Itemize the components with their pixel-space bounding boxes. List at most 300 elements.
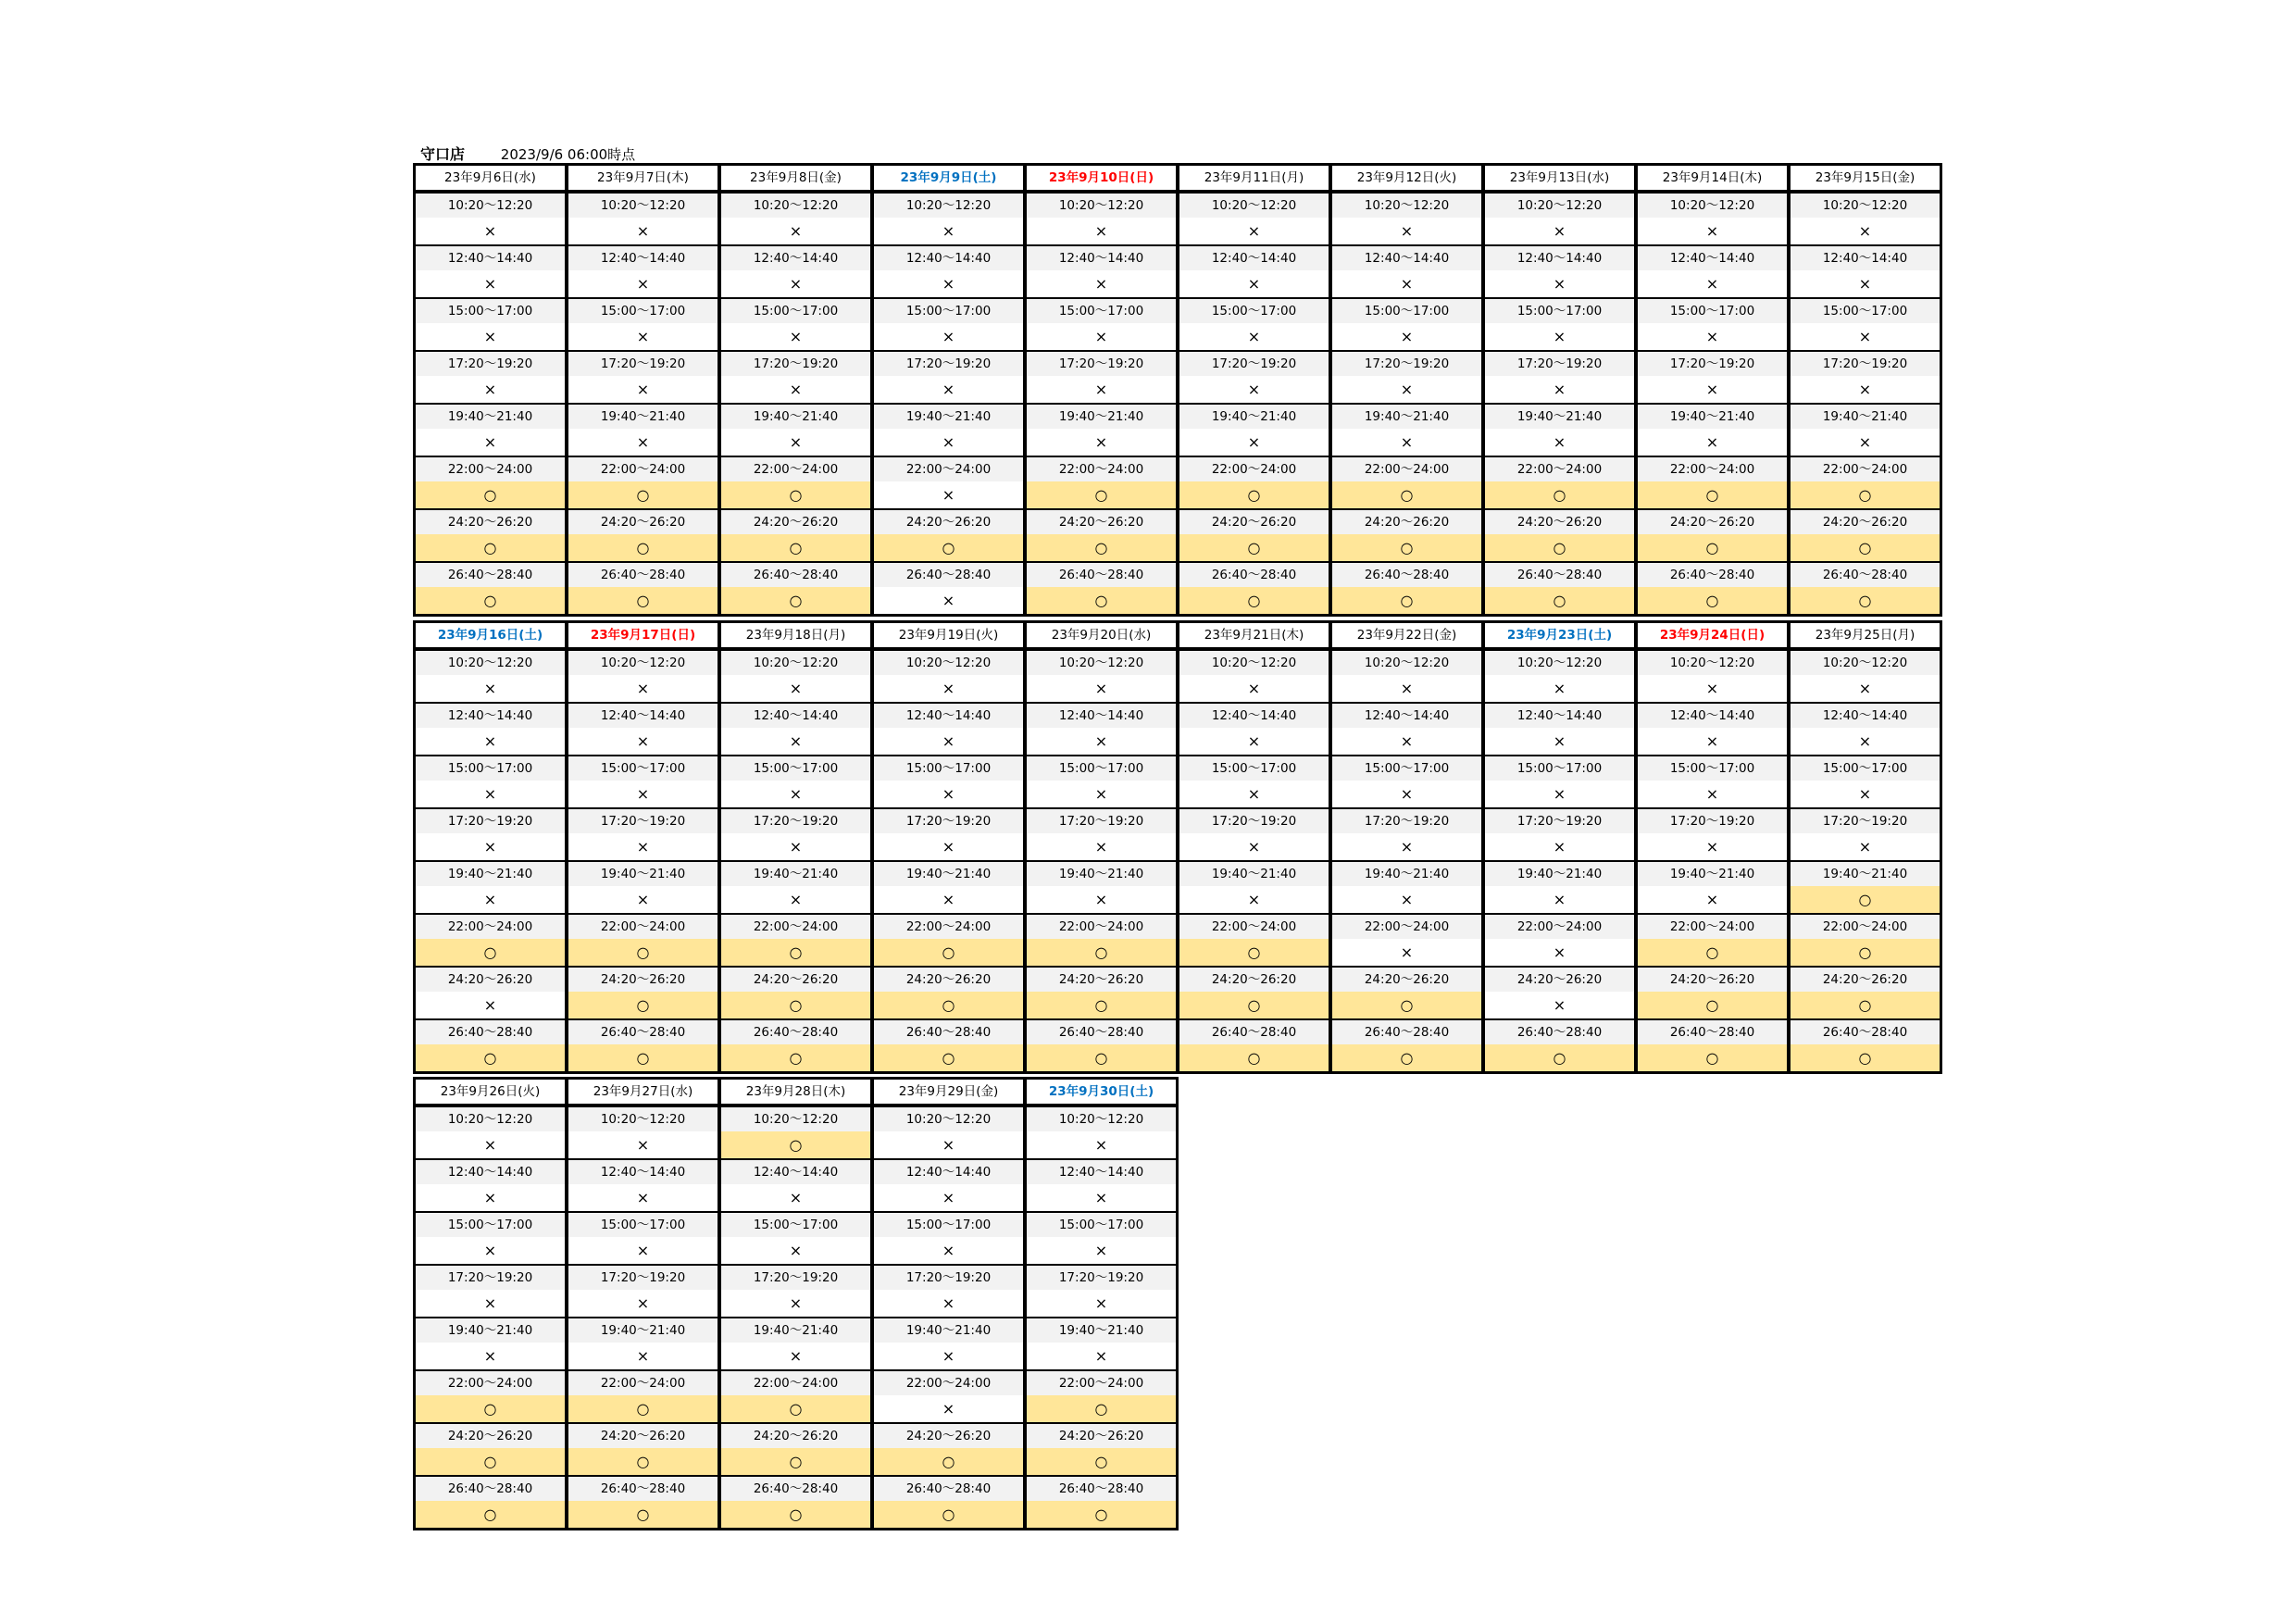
time-slot [1485, 192, 1634, 244]
availability-open: ○ [1027, 481, 1176, 508]
time-slot [1485, 244, 1634, 297]
time-slot [721, 1369, 870, 1422]
time-slot [721, 807, 870, 860]
time-slot [1638, 561, 1787, 614]
time-slot [1027, 1475, 1176, 1528]
time-slot [568, 1158, 718, 1211]
time-slot [416, 755, 565, 807]
availability-full: × [1705, 731, 1719, 750]
availability-open: ○ [1179, 587, 1329, 614]
time-slot [1638, 403, 1787, 456]
slot-time: 19:40～21:40 [721, 1318, 870, 1343]
availability-full: × [1094, 784, 1108, 803]
time-slot [1638, 807, 1787, 860]
time-slot [1332, 702, 1481, 755]
time-slot [721, 1317, 870, 1369]
availability-full: × [1094, 1241, 1108, 1259]
availability-open: ○ [568, 587, 718, 614]
time-slot [416, 1106, 565, 1158]
time-slot [1332, 350, 1481, 403]
time-slot [568, 403, 718, 456]
slot-time: 24:20～26:20 [1485, 510, 1634, 534]
slot-time: 17:20～19:20 [874, 352, 1023, 376]
slot-time: 24:20～26:20 [1791, 510, 1940, 534]
slot-time: 12:40～14:40 [1638, 246, 1787, 270]
availability-full: × [1858, 731, 1872, 750]
availability-full: × [1858, 380, 1872, 398]
availability-full: × [1553, 221, 1566, 240]
time-slot [874, 297, 1023, 350]
slot-time: 22:00～24:00 [1332, 915, 1481, 939]
time-slot [721, 966, 870, 1018]
availability-full: × [789, 890, 803, 908]
availability-open: ○ [568, 1448, 718, 1475]
availability-full: × [942, 731, 955, 750]
availability-open: ○ [1485, 1044, 1634, 1071]
time-slot [416, 244, 565, 297]
availability-open: ○ [874, 1448, 1023, 1475]
day-column [1332, 166, 1481, 614]
slot-time: 15:00～17:00 [416, 1213, 565, 1237]
time-slot [1179, 860, 1329, 913]
availability-open: ○ [1791, 481, 1940, 508]
slot-time: 24:20～26:20 [874, 1424, 1023, 1448]
availability-open: ○ [1485, 587, 1634, 614]
time-slot [1332, 755, 1481, 807]
availability-full: × [636, 731, 650, 750]
slot-time: 24:20～26:20 [416, 968, 565, 992]
slot-time: 15:00～17:00 [1027, 1213, 1176, 1237]
availability-full: × [1858, 274, 1872, 293]
availability-full: × [483, 221, 497, 240]
time-slot [1332, 192, 1481, 244]
slot-time: 24:20～26:20 [1332, 968, 1481, 992]
time-slot [1791, 966, 1940, 1018]
availability-full: × [942, 784, 955, 803]
time-slot [1332, 860, 1481, 913]
day-column [568, 166, 718, 614]
slot-time: 10:20～12:20 [1638, 651, 1787, 675]
availability-open: ○ [1791, 534, 1940, 561]
day-column [1485, 166, 1634, 614]
slot-time: 17:20～19:20 [1179, 352, 1329, 376]
time-slot [874, 1317, 1023, 1369]
time-slot [1179, 966, 1329, 1018]
time-slot [1485, 807, 1634, 860]
availability-full: × [636, 1293, 650, 1312]
availability-full: × [1705, 784, 1719, 803]
availability-full: × [636, 679, 650, 697]
availability-full: × [636, 1188, 650, 1206]
time-slot [721, 1475, 870, 1528]
availability-open: ○ [568, 939, 718, 966]
time-slot [1638, 244, 1787, 297]
day-header: 23年9月22日(金) [1332, 623, 1481, 649]
availability-full: × [1247, 221, 1261, 240]
time-slot [1027, 1158, 1176, 1211]
availability-open: ○ [721, 1044, 870, 1071]
day-column [721, 1080, 870, 1528]
availability-open: ○ [721, 534, 870, 561]
day-column [1791, 623, 1940, 1071]
time-slot [568, 1211, 718, 1264]
day-header: 23年9月13日(水) [1485, 166, 1634, 192]
availability-full: × [1553, 274, 1566, 293]
availability-open: ○ [1179, 1044, 1329, 1071]
slot-time: 10:20～12:20 [721, 194, 870, 218]
day-column [568, 1080, 718, 1528]
slot-time: 24:20～26:20 [1791, 968, 1940, 992]
availability-full: × [1858, 221, 1872, 240]
slot-time: 26:40～28:40 [874, 1020, 1023, 1044]
time-slot [1179, 508, 1329, 561]
slot-time: 19:40～21:40 [1485, 862, 1634, 886]
time-slot [568, 297, 718, 350]
availability-open: ○ [1027, 1448, 1176, 1475]
time-slot [568, 649, 718, 702]
slot-time: 12:40～14:40 [874, 1160, 1023, 1184]
day-header: 23年9月27日(水) [568, 1080, 718, 1106]
availability-full: × [789, 784, 803, 803]
availability-open: ○ [721, 1395, 870, 1422]
time-slot [568, 702, 718, 755]
availability-full: × [1400, 221, 1414, 240]
availability-full: × [942, 1188, 955, 1206]
time-slot [1027, 913, 1176, 966]
slot-time: 26:40～28:40 [568, 1020, 718, 1044]
availability-open: ○ [1027, 939, 1176, 966]
time-slot [721, 350, 870, 403]
day-header: 23年9月15日(金) [1791, 166, 1940, 192]
time-slot [1638, 297, 1787, 350]
time-slot [1638, 966, 1787, 1018]
slot-time: 17:20～19:20 [1027, 809, 1176, 833]
day-column [1027, 166, 1176, 614]
time-slot [1791, 561, 1940, 614]
availability-full: × [789, 432, 803, 451]
slot-time: 15:00～17:00 [721, 1213, 870, 1237]
availability-open: ○ [1027, 587, 1176, 614]
time-slot [1791, 702, 1940, 755]
availability-full: × [942, 327, 955, 345]
time-slot [1027, 561, 1176, 614]
slot-time: 15:00～17:00 [416, 299, 565, 323]
slot-time: 10:20～12:20 [1179, 651, 1329, 675]
time-slot [416, 1158, 565, 1211]
slot-time: 10:20～12:20 [416, 651, 565, 675]
day-column [1638, 166, 1787, 614]
availability-full: × [483, 1346, 497, 1365]
time-slot [1179, 297, 1329, 350]
slot-time: 17:20～19:20 [721, 1266, 870, 1290]
availability-open: ○ [568, 1395, 718, 1422]
availability-full: × [636, 1346, 650, 1365]
slot-time: 24:20～26:20 [568, 968, 718, 992]
availability-full: × [1400, 380, 1414, 398]
availability-full: × [942, 890, 955, 908]
time-slot [1485, 508, 1634, 561]
day-header: 23年9月17日(日) [568, 623, 718, 649]
slot-time: 22:00～24:00 [1791, 457, 1940, 481]
slot-time: 15:00～17:00 [1027, 299, 1176, 323]
time-slot [568, 456, 718, 508]
slot-time: 19:40～21:40 [1638, 405, 1787, 429]
availability-full: × [1094, 890, 1108, 908]
time-slot [1332, 508, 1481, 561]
availability-open: ○ [1638, 992, 1787, 1018]
time-slot [1332, 244, 1481, 297]
availability-full: × [1553, 679, 1566, 697]
time-slot [721, 1018, 870, 1071]
slot-time: 10:20～12:20 [874, 194, 1023, 218]
availability-full: × [1553, 731, 1566, 750]
slot-time: 19:40～21:40 [1027, 862, 1176, 886]
slot-time: 17:20～19:20 [874, 1266, 1023, 1290]
slot-time: 26:40～28:40 [1332, 563, 1481, 587]
availability-full: × [942, 485, 955, 504]
slot-time: 15:00～17:00 [1332, 756, 1481, 781]
slot-time: 26:40～28:40 [721, 563, 870, 587]
calendar-block-1 [413, 163, 1942, 617]
availability-full: × [942, 1346, 955, 1365]
availability-full: × [1094, 1293, 1108, 1312]
availability-full: × [636, 432, 650, 451]
slot-time: 10:20～12:20 [568, 194, 718, 218]
slot-time: 19:40～21:40 [1027, 405, 1176, 429]
slot-time: 24:20～26:20 [874, 510, 1023, 534]
availability-full: × [1400, 432, 1414, 451]
time-slot [1638, 1018, 1787, 1071]
availability-full: × [942, 1241, 955, 1259]
availability-full: × [1247, 890, 1261, 908]
time-slot [874, 649, 1023, 702]
time-slot [721, 456, 870, 508]
time-slot [568, 1475, 718, 1528]
availability-full: × [483, 380, 497, 398]
time-slot [1638, 350, 1787, 403]
time-slot [721, 860, 870, 913]
time-slot [874, 807, 1023, 860]
slot-time: 10:20～12:20 [416, 1107, 565, 1131]
slot-time: 24:20～26:20 [1638, 968, 1787, 992]
availability-open: ○ [568, 534, 718, 561]
slot-time: 19:40～21:40 [1179, 405, 1329, 429]
day-column [721, 166, 870, 614]
time-slot [416, 1264, 565, 1317]
slot-time: 22:00～24:00 [1179, 915, 1329, 939]
time-slot [1332, 1018, 1481, 1071]
slot-time: 24:20～26:20 [1332, 510, 1481, 534]
slot-time: 15:00～17:00 [874, 756, 1023, 781]
availability-full: × [1247, 380, 1261, 398]
time-slot [1485, 860, 1634, 913]
time-slot [721, 649, 870, 702]
time-slot [568, 913, 718, 966]
slot-time: 17:20～19:20 [1027, 1266, 1176, 1290]
time-slot [721, 1211, 870, 1264]
day-header: 23年9月16日(土) [416, 623, 565, 649]
slot-time: 19:40～21:40 [721, 862, 870, 886]
availability-full: × [1094, 221, 1108, 240]
availability-open: ○ [1485, 534, 1634, 561]
availability-full: × [942, 380, 955, 398]
slot-time: 19:40～21:40 [416, 1318, 565, 1343]
slot-time: 22:00～24:00 [874, 1371, 1023, 1395]
availability-full: × [1400, 837, 1414, 856]
availability-full: × [1094, 1188, 1108, 1206]
slot-time: 24:20～26:20 [721, 510, 870, 534]
time-slot [874, 1264, 1023, 1317]
slot-time: 12:40～14:40 [568, 704, 718, 728]
day-header: 23年9月8日(金) [721, 166, 870, 192]
time-slot [416, 1369, 565, 1422]
time-slot [416, 1211, 565, 1264]
slot-time: 19:40～21:40 [874, 1318, 1023, 1343]
time-slot [1485, 561, 1634, 614]
slot-time: 19:40～21:40 [721, 405, 870, 429]
slot-time: 12:40～14:40 [1179, 246, 1329, 270]
slot-time: 12:40～14:40 [568, 246, 718, 270]
availability-open: ○ [1791, 1044, 1940, 1071]
availability-open: ○ [721, 992, 870, 1018]
availability-full: × [636, 1135, 650, 1154]
availability-full: × [789, 731, 803, 750]
slot-time: 22:00～24:00 [721, 1371, 870, 1395]
slot-time: 24:20～26:20 [1179, 968, 1329, 992]
slot-time: 26:40～28:40 [1179, 563, 1329, 587]
time-slot [1485, 913, 1634, 966]
slot-time: 24:20～26:20 [874, 968, 1023, 992]
availability-full: × [1705, 327, 1719, 345]
availability-full: × [1705, 380, 1719, 398]
timestamp: 2023/9/6 06:00時点 [500, 146, 636, 163]
time-slot [721, 755, 870, 807]
slot-time: 12:40～14:40 [416, 704, 565, 728]
slot-time: 12:40～14:40 [1485, 246, 1634, 270]
availability-open: ○ [1332, 992, 1481, 1018]
time-slot [1638, 913, 1787, 966]
slot-time: 17:20～19:20 [1638, 352, 1787, 376]
slot-time: 17:20～19:20 [568, 1266, 718, 1290]
availability-full: × [483, 784, 497, 803]
slot-time: 12:40～14:40 [1485, 704, 1634, 728]
availability-open: ○ [721, 481, 870, 508]
time-slot [568, 508, 718, 561]
time-slot [1027, 297, 1176, 350]
time-slot [721, 244, 870, 297]
availability-open: ○ [416, 587, 565, 614]
slot-time: 10:20～12:20 [874, 1107, 1023, 1131]
slot-time: 22:00～24:00 [1485, 457, 1634, 481]
day-column [416, 623, 565, 1071]
slot-time: 12:40～14:40 [1332, 704, 1481, 728]
slot-time: 10:20～12:20 [721, 1107, 870, 1131]
slot-time: 19:40～21:40 [568, 862, 718, 886]
time-slot [874, 192, 1023, 244]
slot-time: 12:40～14:40 [1332, 246, 1481, 270]
availability-open: ○ [1332, 587, 1481, 614]
slot-time: 24:20～26:20 [416, 510, 565, 534]
document-header [420, 143, 635, 161]
time-slot [1791, 1018, 1940, 1071]
slot-time: 22:00～24:00 [1027, 457, 1176, 481]
time-slot [416, 1422, 565, 1475]
availability-open: ○ [1638, 939, 1787, 966]
slot-time: 10:20～12:20 [1791, 651, 1940, 675]
slot-time: 24:20～26:20 [721, 1424, 870, 1448]
availability-open: ○ [874, 1501, 1023, 1528]
time-slot [721, 1422, 870, 1475]
slot-time: 24:20～26:20 [721, 968, 870, 992]
slot-time: 26:40～28:40 [1638, 1020, 1787, 1044]
time-slot [416, 561, 565, 614]
slot-time: 12:40～14:40 [416, 1160, 565, 1184]
availability-open: ○ [1027, 1044, 1176, 1071]
day-header: 23年9月24日(日) [1638, 623, 1787, 649]
slot-time: 15:00～17:00 [1485, 299, 1634, 323]
time-slot [874, 1106, 1023, 1158]
slot-time: 26:40～28:40 [721, 1020, 870, 1044]
day-column [874, 1080, 1023, 1528]
time-slot [721, 702, 870, 755]
time-slot [568, 860, 718, 913]
availability-full: × [789, 837, 803, 856]
slot-time: 15:00～17:00 [1332, 299, 1481, 323]
availability-full: × [1400, 679, 1414, 697]
time-slot [1332, 456, 1481, 508]
time-slot [874, 1475, 1023, 1528]
time-slot [1638, 192, 1787, 244]
slot-time: 17:20～19:20 [1791, 809, 1940, 833]
time-slot [874, 456, 1023, 508]
slot-time: 19:40～21:40 [416, 862, 565, 886]
slot-time: 26:40～28:40 [416, 563, 565, 587]
time-slot [1027, 755, 1176, 807]
time-slot [568, 350, 718, 403]
day-column [1638, 623, 1787, 1071]
time-slot [416, 192, 565, 244]
availability-full: × [1400, 327, 1414, 345]
availability-full: × [1094, 274, 1108, 293]
availability-open: ○ [1638, 481, 1787, 508]
day-header: 23年9月28日(木) [721, 1080, 870, 1106]
slot-time: 22:00～24:00 [416, 457, 565, 481]
time-slot [1179, 649, 1329, 702]
availability-full: × [1400, 784, 1414, 803]
day-column [1179, 623, 1329, 1071]
time-slot [874, 508, 1023, 561]
day-column [1027, 623, 1176, 1071]
slot-time: 10:20～12:20 [874, 651, 1023, 675]
slot-time: 17:20～19:20 [1332, 352, 1481, 376]
availability-full: × [483, 1188, 497, 1206]
slot-time: 26:40～28:40 [568, 563, 718, 587]
availability-full: × [1247, 731, 1261, 750]
time-slot [1791, 508, 1940, 561]
availability-open: ○ [1638, 1044, 1787, 1071]
day-column [1485, 623, 1634, 1071]
time-slot [1027, 403, 1176, 456]
availability-full: × [1247, 327, 1261, 345]
time-slot [1791, 403, 1940, 456]
slot-time: 19:40～21:40 [1332, 862, 1481, 886]
slot-time: 22:00～24:00 [416, 915, 565, 939]
slot-time: 24:20～26:20 [1027, 968, 1176, 992]
slot-time: 17:20～19:20 [721, 809, 870, 833]
day-header: 23年9月6日(水) [416, 166, 565, 192]
slot-time: 10:20～12:20 [721, 651, 870, 675]
availability-open: ○ [416, 1395, 565, 1422]
